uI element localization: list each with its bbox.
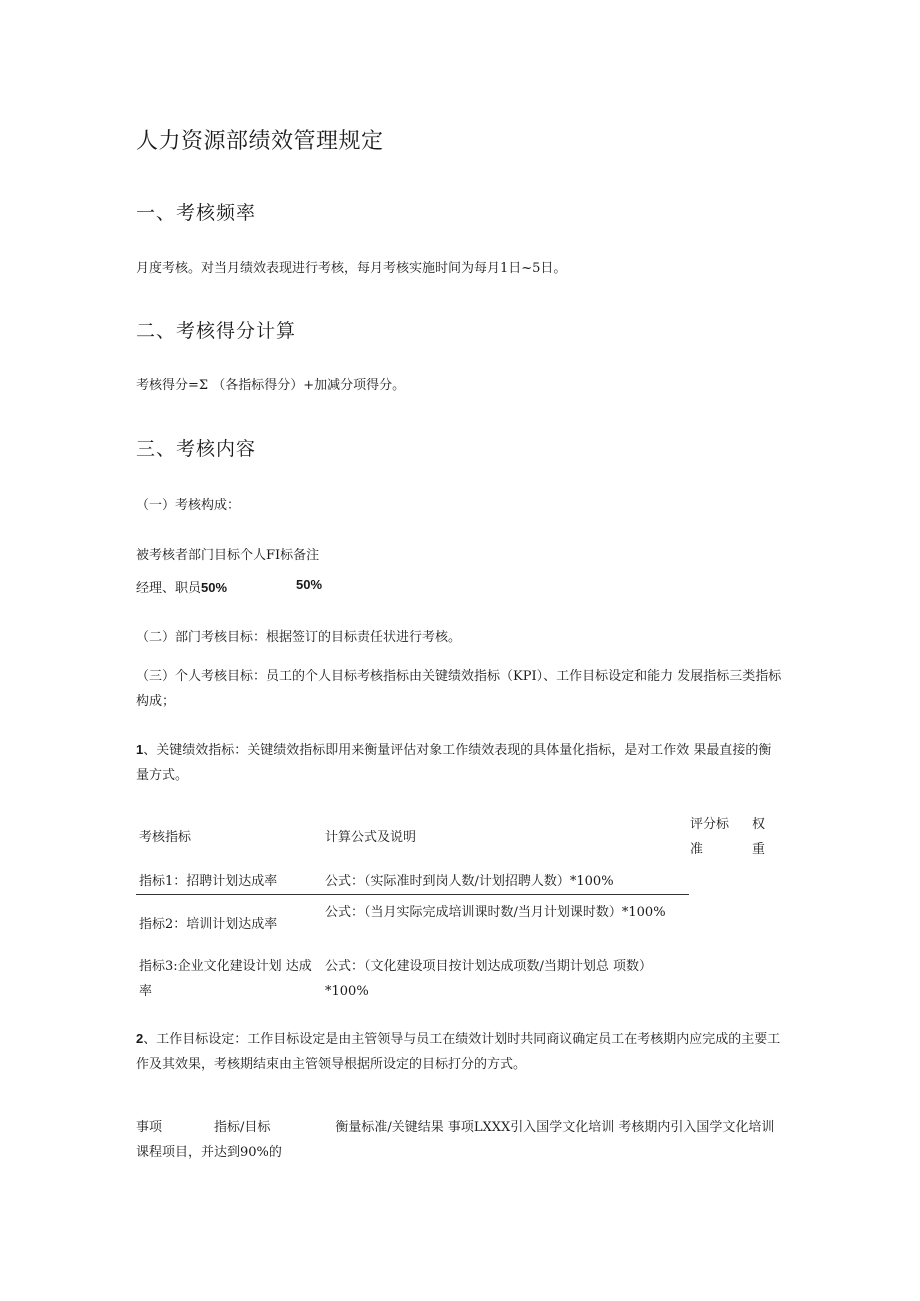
score-formula-text: 考核得分=Σ （各指标得分）+加减分项得分。: [136, 378, 406, 393]
table-header-indicator: 考核指标: [139, 830, 192, 845]
goal-setting-paragraph: [136, 1026, 784, 1077]
section-heading-score: 二、考核得分计算: [136, 320, 297, 342]
table-row-2-indicator: 指标2：培训计划达成率: [139, 917, 278, 932]
composition-header: 被考核者部门目标个人FI标备注: [136, 548, 320, 563]
goal-text: 、工作目标设定：工作目标设定是由主管领导与员工在绩效计划时共同商议确定员工在考核期内应完成的主要工作及其效果，考核期结束由主管领导根据所设定的目标打分的方式。: [136, 1032, 781, 1072]
composition-dept-weight: 50%: [201, 580, 228, 595]
kpi-text: 、关键绩效指标：关键绩效指标即用来衡量评估对象工作绩效表现的具体量化指标，是对工作效 果最直接的衡量方式。: [136, 743, 772, 783]
table-row-3-formula: 公式：（文化建设项目按计划达成项数/当期计划总 项数）*100%: [325, 959, 653, 999]
section-heading-frequency: 一、考核频率: [136, 202, 257, 224]
kpi-paragraph: [136, 737, 784, 788]
table-row-divider: [136, 894, 689, 895]
table-row-3-indicator: 指标3:企业文化建设计划 达成率: [139, 959, 312, 999]
subsection-personal-goal: （三）个人考核目标：员工的个人目标考核指标由关键绩效指标（KPI）、工作目标设定和能力 发展指标三类指标构成；: [136, 669, 782, 709]
table-header-weight: 权重: [752, 817, 766, 857]
table-row-1-formula: 公式：（实际准时到岗人数/计划招聘人数）*100%: [325, 874, 614, 889]
composition-row-label: 经理、职员: [136, 581, 202, 596]
goal-table-line: 事项 指标/目标 衡量标准/关键结果 事项LXXX引入国学文化培训 考核期内引入国学文化培训课程项目，并达到90%的: [136, 1120, 775, 1160]
table-header-score-standard: 评分标准: [690, 817, 730, 857]
table-header-formula: 计算公式及说明: [325, 830, 417, 845]
table-row-2-formula: 公式：（当月实际完成培训课时数/当月计划课时数）*100%: [325, 905, 666, 920]
kpi-number: 1: [136, 742, 144, 757]
section-heading-content: 三、考核内容: [136, 438, 257, 460]
goal-number: 2: [136, 1031, 144, 1046]
subsection-dept-goal: （二）部门考核目标：根据签订的目标责任状进行考核。: [136, 630, 462, 645]
page-title: 人力资源部绩效管理规定: [136, 129, 384, 154]
subsection-composition: （一）考核构成：: [136, 498, 241, 513]
composition-personal-weight: 50%: [296, 577, 323, 592]
composition-row: [136, 577, 227, 596]
frequency-text: 月度考核。对当月绩效表现进行考核，每月考核实施时间为每月1日~5日。: [136, 261, 567, 276]
table-row-1-indicator: 指标1：招聘计划达成率: [139, 874, 278, 889]
